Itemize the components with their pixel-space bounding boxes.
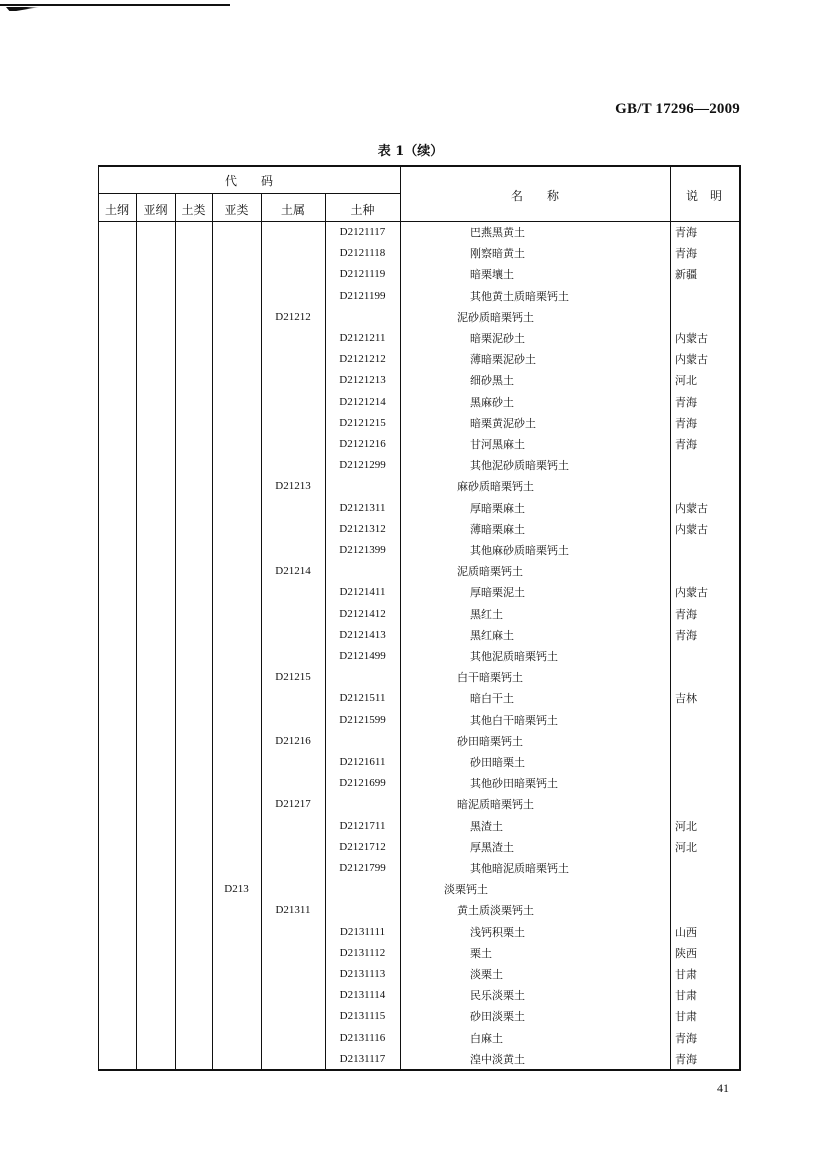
table-row [98, 752, 740, 773]
tuzhong-code: D2121216 [339, 438, 386, 450]
table-row [98, 731, 740, 752]
soil-name: 厚暗栗麻土 [470, 501, 525, 515]
soil-name: 黑渣土 [470, 819, 503, 833]
note-region: 河北 [675, 819, 697, 833]
header-tulei: 土类 [181, 203, 206, 217]
table-row [98, 964, 740, 985]
note-region: 青海 [675, 416, 697, 430]
table-row [98, 540, 740, 561]
name-header: 名 称 [510, 189, 559, 203]
soil-name: 黑麻砂土 [470, 395, 514, 409]
tuzhong-code: D2121413 [339, 628, 386, 641]
note-region: 青海 [675, 607, 697, 621]
soil-name: 淡栗土 [470, 968, 503, 981]
table-row [98, 646, 740, 667]
table-row [98, 816, 740, 837]
note-region: 河北 [675, 840, 697, 854]
tuzhong-code: D2121118 [339, 247, 386, 260]
yalei-code: D213 [224, 883, 249, 896]
soil-name: 细砂黑土 [470, 374, 514, 388]
header-tugang: 土纲 [104, 203, 129, 217]
table-row [98, 858, 740, 879]
soil-name: 黄土质淡栗钙土 [457, 904, 534, 918]
table-row [98, 222, 740, 243]
table-row [98, 370, 740, 391]
table-row [98, 688, 740, 709]
soil-name: 麻砂质暗栗钙土 [457, 480, 534, 494]
table-row [98, 879, 740, 900]
table-row [98, 1028, 740, 1049]
soil-name: 其他白干暗栗钙土 [470, 713, 558, 727]
soil-name: 甘河黑麻土 [470, 438, 525, 451]
soil-name: 淡栗钙土 [444, 883, 488, 897]
table-row [98, 1049, 740, 1070]
soil-name: 湟中淡黄土 [470, 1052, 525, 1066]
tuzhong-code: D2131117 [339, 1052, 386, 1065]
soil-name: 巴燕黑黄土 [470, 226, 525, 239]
tushu-code: D21213 [275, 480, 311, 493]
tuzhong-code: D2131116 [339, 1031, 386, 1044]
table-row [98, 667, 740, 688]
table-row [98, 710, 740, 731]
code-group-header: 代 码 [224, 174, 273, 188]
table-row [98, 943, 740, 964]
tuzhong-code: D2121399 [339, 544, 386, 556]
soil-name: 暗白干土 [470, 692, 514, 706]
table-row [98, 243, 740, 264]
soil-name: 砂田淡栗土 [470, 1010, 525, 1024]
soil-name: 厚黑渣土 [470, 840, 514, 854]
note-region: 青海 [675, 247, 697, 261]
tuzhong-code: D2121799 [339, 862, 386, 874]
tuzhong-code: D2131112 [339, 946, 386, 959]
tushu-code: D21311 [275, 904, 311, 917]
table-row [98, 604, 740, 625]
table-row [98, 476, 740, 497]
soil-name: 其他暗泥质暗栗钙土 [470, 862, 569, 875]
tuzhong-code: D2131113 [339, 968, 386, 980]
table-row [98, 900, 740, 921]
tuzhong-code: D2121212 [339, 353, 386, 366]
table-row [98, 392, 740, 413]
tuzhong-code: D2121712 [339, 840, 386, 853]
header-tushu: 土属 [280, 203, 305, 217]
table-row [98, 264, 740, 285]
tuzhong-code: D2121511 [339, 692, 386, 705]
soil-name: 砂田暗栗土 [470, 756, 525, 769]
soil-name: 其他砂田暗栗钙土 [470, 777, 558, 791]
table-row [98, 922, 740, 943]
header-tuzhong: 土种 [350, 203, 375, 217]
soil-name: 暗泥质暗栗钙土 [457, 798, 534, 812]
tushu-code: D21217 [275, 798, 311, 811]
table-row [98, 349, 740, 370]
table-row [98, 434, 740, 455]
header-yalei: 亚类 [224, 203, 249, 217]
note-region: 青海 [675, 226, 697, 239]
soil-name: 栗土 [470, 946, 492, 960]
tuzhong-code: D2121213 [339, 374, 386, 387]
note-region: 吉林 [675, 692, 697, 706]
note-region: 内蒙古 [675, 586, 708, 600]
note-region: 河北 [675, 374, 697, 388]
tuzhong-code: D2121299 [339, 459, 386, 472]
note-region: 陕西 [675, 946, 697, 960]
soil-name: 其他黄土质暗栗钙土 [470, 289, 569, 303]
table-row [98, 773, 740, 794]
table-row [98, 455, 740, 476]
table-row [98, 582, 740, 603]
note-region: 内蒙古 [675, 501, 708, 515]
soil-name: 暗栗泥砂土 [470, 332, 525, 345]
tushu-code: D21212 [275, 310, 311, 323]
tuzhong-code: D2131115 [339, 1010, 386, 1023]
table-row [98, 794, 740, 815]
standard-code: GB/T 17296—2009 [615, 101, 740, 117]
soil-name: 刚察暗黄土 [470, 247, 525, 261]
tuzhong-code: D2121611 [339, 756, 386, 768]
tuzhong-code: D2121215 [339, 416, 386, 429]
tuzhong-code: D2121211 [339, 332, 386, 344]
table-row [98, 498, 740, 519]
tuzhong-code: D2121412 [339, 607, 386, 620]
scan-artifact [0, 4, 230, 6]
tuzhong-code: D2121699 [339, 777, 386, 790]
soil-name: 其他泥质暗栗钙土 [470, 650, 558, 663]
tushu-code: D21216 [275, 734, 311, 747]
tuzhong-code: D2121117 [339, 226, 386, 238]
tuzhong-code: D2121599 [339, 713, 386, 726]
table-row [98, 837, 740, 858]
table-row [98, 561, 740, 582]
tuzhong-code: D2121711 [339, 819, 386, 832]
note-header: 说 明 [685, 189, 722, 203]
note-region: 甘肃 [675, 1010, 697, 1024]
tushu-code: D21214 [275, 565, 311, 578]
soil-name: 黑红土 [470, 607, 503, 621]
soil-name: 泥质暗栗钙土 [457, 565, 523, 579]
table-row [98, 328, 740, 349]
tuzhong-code: D2121214 [339, 395, 386, 408]
tuzhong-code: D2121119 [339, 268, 386, 281]
soil-name: 白麻土 [470, 1031, 503, 1045]
soil-name: 砂田暗栗钙土 [457, 734, 523, 748]
note-region: 甘肃 [675, 989, 697, 1003]
table-row [98, 413, 740, 434]
page-number: 41 [717, 1081, 729, 1095]
soil-name: 泥砂质暗栗钙土 [457, 310, 534, 324]
scan-artifact [6, 7, 40, 11]
note-region: 青海 [675, 1031, 697, 1045]
header-divider [98, 193, 400, 194]
tuzhong-code: D2121199 [339, 289, 386, 302]
table-row [98, 1006, 740, 1027]
table-title: 表 1（续） [377, 144, 444, 159]
soil-name: 民乐淡栗土 [470, 989, 525, 1003]
soil-name: 暗栗壤土 [470, 268, 514, 282]
soil-name: 厚暗栗泥土 [470, 586, 525, 600]
note-region: 山西 [675, 925, 697, 939]
soil-code-table [98, 165, 740, 1069]
table-row [98, 985, 740, 1006]
soil-name: 薄暗栗泥砂土 [470, 353, 536, 367]
note-region: 青海 [675, 438, 697, 451]
tuzhong-code: D2121411 [339, 586, 386, 599]
soil-name: 白干暗栗钙土 [457, 671, 523, 685]
note-region: 内蒙古 [675, 332, 708, 345]
note-region: 内蒙古 [675, 353, 708, 367]
soil-name: 其他泥砂质暗栗钙土 [470, 459, 569, 473]
soil-name: 薄暗栗麻土 [470, 522, 525, 536]
table-row [98, 625, 740, 646]
note-region: 青海 [675, 1052, 697, 1066]
tushu-code: D21215 [275, 671, 311, 684]
note-region: 甘肃 [675, 968, 697, 981]
soil-name: 浅钙积栗土 [470, 925, 525, 939]
soil-name: 其他麻砂质暗栗钙土 [470, 544, 569, 557]
tuzhong-code: D2121499 [339, 650, 386, 662]
tuzhong-code: D2131111 [339, 925, 386, 938]
table-row [98, 307, 740, 328]
soil-name: 黑红麻土 [470, 628, 514, 642]
note-region: 青海 [675, 628, 697, 642]
table-row [98, 286, 740, 307]
note-region: 青海 [675, 395, 697, 409]
note-region: 新疆 [675, 268, 697, 282]
tuzhong-code: D2121312 [339, 522, 386, 535]
soil-name: 暗栗黄泥砂土 [470, 416, 536, 430]
tuzhong-code: D2121311 [339, 501, 386, 514]
header-yagang: 亚纲 [143, 203, 168, 217]
table-row [98, 519, 740, 540]
note-region: 内蒙古 [675, 522, 708, 536]
tuzhong-code: D2131114 [339, 989, 386, 1002]
